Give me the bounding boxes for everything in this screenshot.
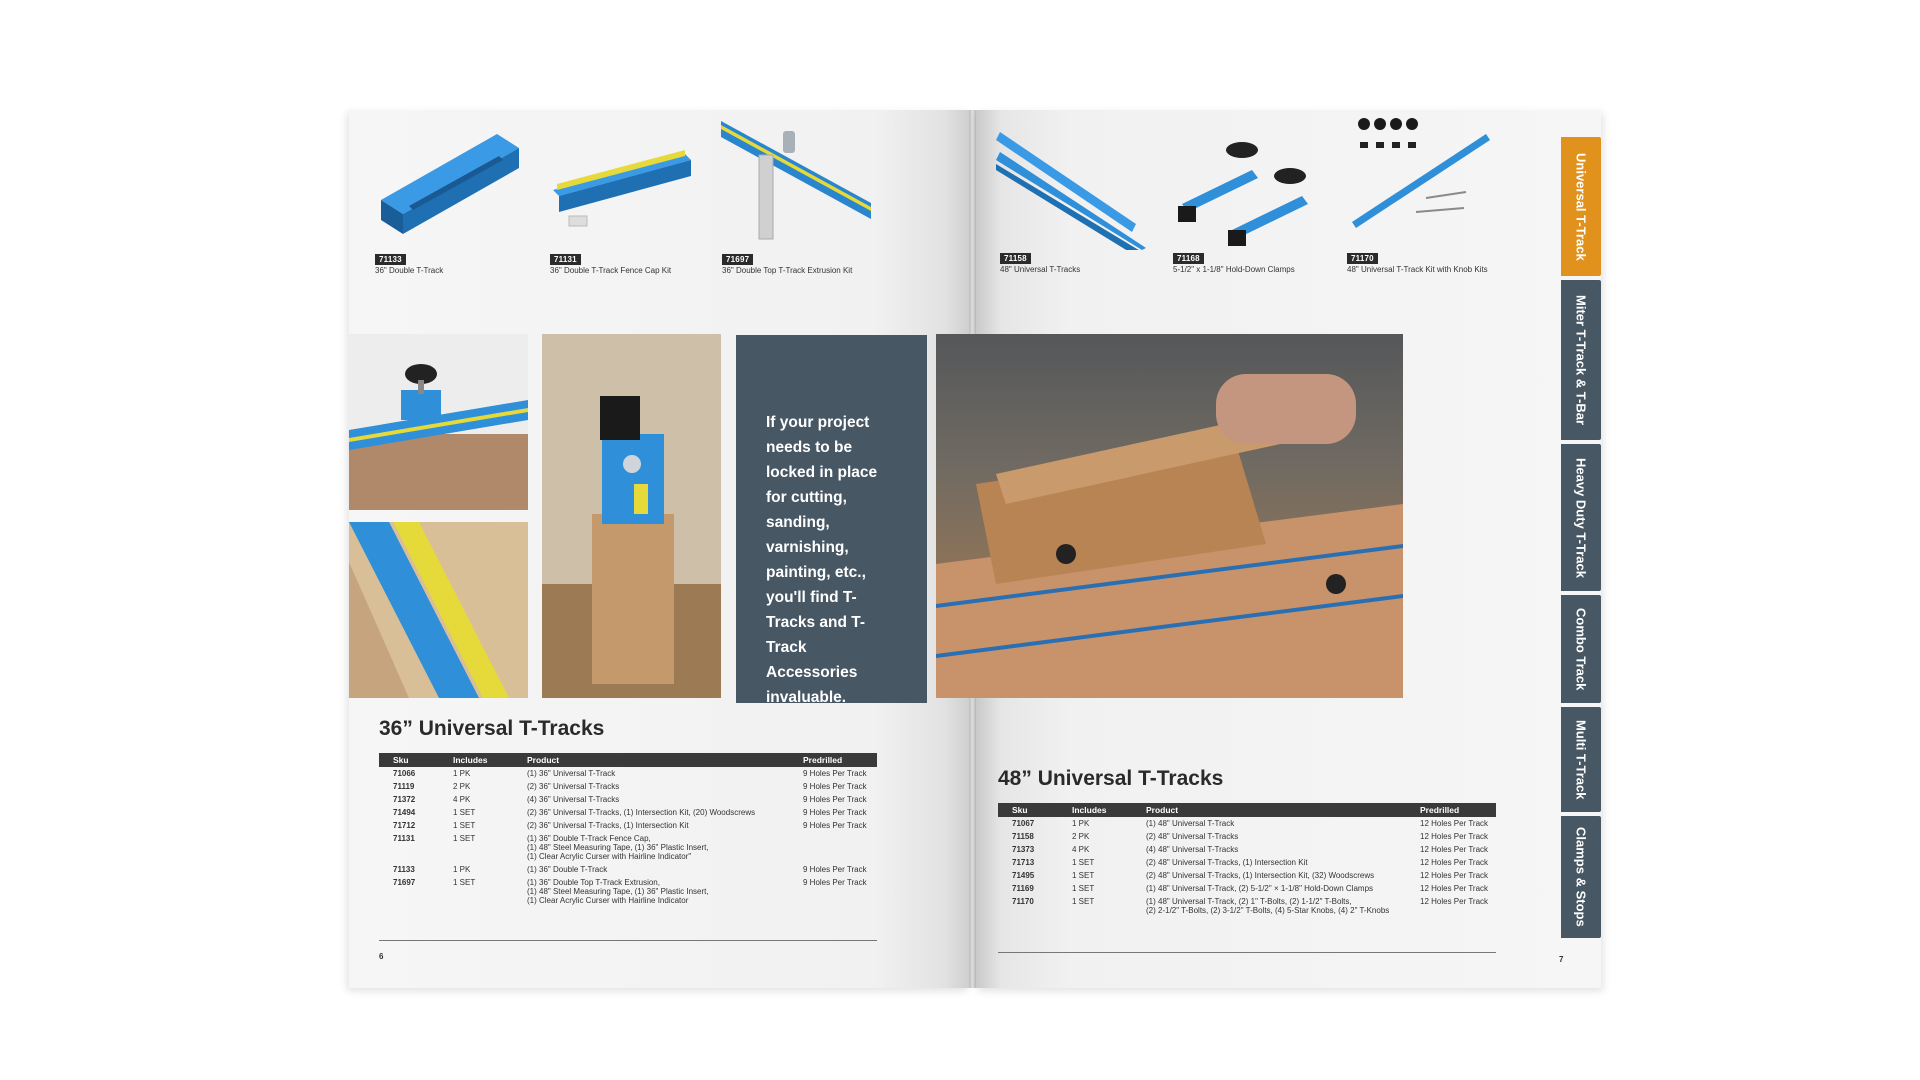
- cell-sku: 71495: [1012, 871, 1035, 880]
- cell-includes: 4 PK: [453, 795, 471, 804]
- table-row: [998, 817, 1496, 830]
- table-row: [379, 863, 877, 876]
- table-row: [998, 869, 1496, 882]
- table-row: [998, 882, 1496, 895]
- page-number: 7: [1559, 955, 1564, 964]
- table-row: [998, 895, 1496, 917]
- table-row: [379, 832, 877, 863]
- double-t-track-image: [379, 120, 529, 250]
- cell-product: (1) 48" Universal T-Track: [1146, 819, 1235, 828]
- tab-miter-t-track[interactable]: [1561, 280, 1601, 440]
- cell-predrilled: 9 Holes Per Track: [803, 865, 867, 874]
- cell-product: (4) 48" Universal T-Tracks: [1146, 845, 1239, 854]
- cell-includes: 1 SET: [453, 808, 476, 817]
- tab-multi-t-track[interactable]: [1561, 707, 1601, 812]
- cell-product: (1) 36" Universal T-Track: [527, 769, 616, 778]
- cell-product: (2) 36" Universal T-Tracks: [527, 782, 620, 791]
- section-title: 48” Universal T-Tracks: [998, 767, 1224, 790]
- cell-predrilled: 12 Holes Per Track: [1420, 845, 1489, 854]
- cell-sku: 71372: [393, 795, 416, 804]
- sku-tag: 71158: [1000, 253, 1031, 264]
- sku-tag: 71133: [375, 254, 406, 265]
- sku-tag: 71131: [550, 254, 581, 265]
- sku-tag: 71170: [1347, 253, 1378, 264]
- cell-product: (2) 48" Universal T-Tracks: [1146, 832, 1239, 841]
- fence-cap-kit-image: [549, 120, 699, 250]
- cell-predrilled: 9 Holes Per Track: [803, 878, 867, 887]
- cell-includes: 2 PK: [1072, 832, 1090, 841]
- table-row: [379, 767, 877, 780]
- cell-product: (1) 36" Double T-Track: [527, 865, 608, 874]
- cell-includes: 2 PK: [453, 782, 471, 791]
- cell-includes: 1 SET: [1072, 871, 1095, 880]
- cell-predrilled: 9 Holes Per Track: [803, 808, 867, 817]
- cell-sku: 71494: [393, 808, 416, 817]
- spec-table-48: [998, 803, 1496, 917]
- cell-predrilled: [789, 832, 877, 863]
- cell-product: (2) 48" Universal T-Tracks, (1) Intersection Kit, (32) Woodscrews: [1146, 871, 1375, 880]
- cell-sku: 71373: [1012, 845, 1035, 854]
- product-name: 48" Universal T-Tracks: [1000, 265, 1081, 274]
- table-rule: [379, 940, 877, 941]
- sku-tag: 71697: [722, 254, 753, 265]
- cell-includes: 1 PK: [1072, 819, 1090, 828]
- cell-includes: 1 SET: [1072, 858, 1095, 867]
- table-header-row: [998, 803, 1496, 817]
- cell-sku: 71131: [393, 834, 415, 843]
- tab-label: Miter T-Track & T-Bar: [1573, 294, 1589, 426]
- cell-predrilled: 9 Holes Per Track: [803, 821, 867, 830]
- tab-universal-t-track[interactable]: [1561, 137, 1601, 276]
- table-row: [998, 830, 1496, 843]
- cell-includes: 1 SET: [453, 821, 476, 830]
- col-product: Product: [1132, 803, 1406, 817]
- product-name: 36" Double T-Track: [375, 266, 444, 275]
- col-predrilled: Predrilled: [789, 753, 877, 767]
- product-name: 36" Double Top T-Track Extrusion Kit: [722, 266, 853, 275]
- tab-label: Combo Track: [1573, 607, 1589, 691]
- cell-product: (2) 48" Universal T-Tracks, (1) Intersection Kit: [1146, 858, 1308, 867]
- table-row: [998, 856, 1496, 869]
- cell-sku: 71712: [393, 821, 416, 830]
- table-header-row: [379, 753, 877, 767]
- cell-product: (4) 36" Universal T-Tracks: [527, 795, 620, 804]
- tab-heavy-duty-t-track[interactable]: [1561, 444, 1601, 591]
- cell-predrilled: 12 Holes Per Track: [1420, 897, 1489, 906]
- spec-table-36: [379, 753, 877, 907]
- product-71131: [549, 120, 699, 275]
- product-71168: [1172, 120, 1322, 275]
- cell-sku: 71133: [393, 865, 415, 874]
- kit-with-knobs-image: [1346, 112, 1496, 242]
- cell-sku: 71067: [1012, 819, 1035, 828]
- cell-product: (1) 48" Universal T-Track, (2) 5-1/2" × 1-1/8" Hold-Down Clamps: [1146, 884, 1374, 893]
- product-71170: [1346, 112, 1496, 267]
- tab-clamps-stops[interactable]: [1561, 816, 1601, 938]
- cell-includes: 1 SET: [1072, 897, 1095, 906]
- cell-predrilled: 9 Holes Per Track: [803, 795, 867, 804]
- col-predrilled: Predrilled: [1406, 803, 1496, 817]
- cell-includes: 1 SET: [453, 878, 476, 887]
- cell-includes: 1 PK: [453, 769, 471, 778]
- col-product: Product: [513, 753, 789, 767]
- table-row: [379, 876, 877, 907]
- col-includes: Includes: [1058, 803, 1132, 817]
- table-rule: [998, 952, 1496, 953]
- cell-predrilled: 9 Holes Per Track: [803, 769, 867, 778]
- cell-predrilled: 12 Holes Per Track: [1420, 871, 1489, 880]
- col-sku: Sku: [998, 803, 1058, 817]
- product-name: 36" Double T-Track Fence Cap Kit: [550, 266, 672, 275]
- cell-includes: 4 PK: [1072, 845, 1090, 854]
- cell-includes: 1 SET: [453, 834, 476, 843]
- cell-predrilled: 12 Holes Per Track: [1420, 819, 1489, 828]
- quote-text: If your project needs to be locked in place for cutting, sanding, varnishing, painting, etc., you'll find T-Tracks and T-Track Accessories invaluable.: [766, 414, 878, 706]
- product-71697: [721, 115, 871, 270]
- photo-workshop-table: [936, 334, 1403, 698]
- cell-product: (1) 48" Universal T-Track, (2) 1" T-Bolts, (2) 1-1/2" T-Bolts, (2) 2-1/2" T-Bolts, (2) 3-1/2" T-Bolts, (4) 5-Star Knobs, (4) 2" T-Knobs: [1146, 897, 1390, 915]
- table-row: [379, 780, 877, 793]
- cell-predrilled: 9 Holes Per Track: [803, 782, 867, 791]
- product-71133: [379, 120, 529, 275]
- tab-label: Universal T-Track: [1573, 152, 1589, 261]
- cell-sku: 71170: [1012, 897, 1034, 906]
- cell-predrilled: 12 Holes Per Track: [1420, 884, 1489, 893]
- cell-sku: 71066: [393, 769, 416, 778]
- cell-product: (2) 36" Universal T-Tracks, (1) Intersection Kit: [527, 821, 689, 830]
- photo-t-track-stop: [349, 334, 528, 510]
- cell-product: (1) 36" Double T-Track Fence Cap, (1) 48" Steel Measuring Tape, (1) 36" Plastic Insert, (1) Clear Acrylic Curser with Hairline Indicator": [527, 834, 709, 861]
- quote-panel: [736, 335, 927, 706]
- col-includes: Includes: [439, 753, 513, 767]
- col-sku: Sku: [379, 753, 439, 767]
- table-row: [379, 806, 877, 819]
- product-name: 48" Universal T-Track Kit with Knob Kits: [1347, 265, 1488, 274]
- cell-sku: 71158: [1012, 832, 1034, 841]
- extrusion-kit-image: [721, 115, 871, 245]
- cell-sku: 71697: [393, 878, 416, 887]
- tab-label: Clamps & Stops: [1573, 827, 1589, 927]
- cell-includes: 1 SET: [1072, 884, 1095, 893]
- 48-t-tracks-image: [996, 120, 1146, 250]
- catalog-spread: [349, 110, 1601, 988]
- product-71158: [996, 120, 1146, 275]
- tab-combo-track[interactable]: [1561, 595, 1601, 703]
- cell-sku: 71169: [1012, 884, 1034, 893]
- cell-sku: 71713: [1012, 858, 1035, 867]
- page-number: 6: [379, 952, 384, 961]
- cell-predrilled: 12 Holes Per Track: [1420, 832, 1489, 841]
- right-page: [976, 110, 1601, 988]
- table-row: [379, 819, 877, 832]
- product-name: 5-1/2" x 1-1/8" Hold-Down Clamps: [1173, 265, 1295, 274]
- tab-label: Multi T-Track: [1573, 719, 1589, 800]
- hold-down-clamps-image: [1172, 120, 1322, 250]
- table-row: [998, 843, 1496, 856]
- left-page: [349, 110, 969, 988]
- sku-tag: 71168: [1173, 253, 1204, 264]
- cell-includes: 1 PK: [453, 865, 471, 874]
- cell-predrilled: 12 Holes Per Track: [1420, 858, 1489, 867]
- section-title: 36” Universal T-Tracks: [379, 717, 605, 740]
- cell-product: (1) 36" Double Top T-Track Extrusion, (1) 48" Steel Measuring Tape, (1) 36" Plastic Insert, (1) Clear Acrylic Curser with Hairline Indicator: [527, 878, 709, 905]
- table-row: [379, 793, 877, 806]
- cell-product: (2) 36" Universal T-Tracks, (1) Intersection Kit, (20) Woodscrews: [527, 808, 756, 817]
- photo-fence-cap: [542, 334, 721, 698]
- cell-sku: 71119: [393, 782, 415, 791]
- tab-label: Heavy Duty T-Track: [1573, 457, 1589, 578]
- photo-measuring-tape: [349, 522, 528, 698]
